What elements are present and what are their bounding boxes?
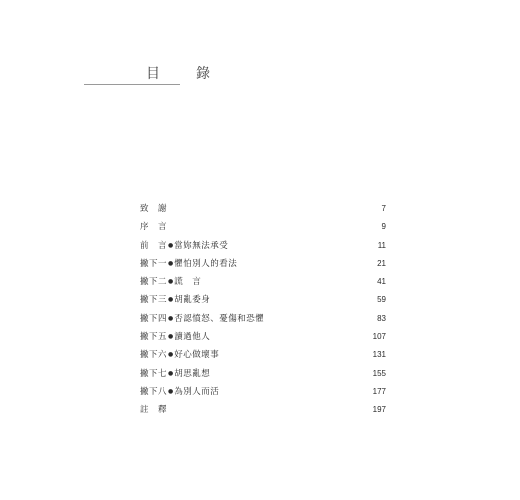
toc-chapter-title: 胡亂委身: [174, 295, 211, 306]
toc-chapter-title: 為別人而活: [174, 386, 220, 397]
toc-chapter: 撇下三: [140, 295, 168, 306]
toc-entry[interactable]: [140, 365, 386, 383]
toc-page-number: 197: [372, 405, 386, 415]
toc-chapter: 撇下四: [140, 313, 168, 324]
toc-entry-label: [140, 273, 201, 291]
toc-page-number: 21: [377, 258, 386, 268]
bullet-separator: ●: [168, 314, 174, 322]
bullet-separator: ●: [168, 387, 174, 395]
bullet-separator: ●: [168, 296, 174, 304]
toc-chapter: 前 言: [140, 240, 168, 251]
title-underline: [84, 84, 180, 85]
bullet-separator: ●: [168, 369, 174, 377]
toc-chapter-title: 好心做壞事: [174, 350, 220, 361]
toc-page-number: 107: [372, 332, 386, 342]
toc-entry[interactable]: [140, 255, 386, 273]
toc-page-number: 7: [381, 204, 386, 213]
toc-entry-label: [140, 383, 219, 401]
toc-entry[interactable]: [140, 346, 386, 364]
toc-chapter: 撇下二: [140, 277, 168, 288]
toc-entry[interactable]: [140, 310, 386, 328]
toc-page-number: 41: [377, 277, 386, 287]
toc-chapter: 撇下五: [140, 332, 168, 343]
toc-entry[interactable]: [140, 401, 386, 419]
toc-entry-label: [140, 346, 219, 364]
toc-entry[interactable]: [140, 273, 386, 291]
toc-chapter-title: 當妳無法承受: [174, 240, 229, 251]
toc-chapter: 撇下六: [140, 350, 168, 361]
bullet-separator: ●: [168, 333, 174, 341]
toc-entry-label: [140, 218, 169, 236]
toc-entry[interactable]: [140, 291, 386, 309]
toc-page-number: 9: [381, 222, 386, 232]
toc-page-number: 177: [372, 386, 386, 396]
toc-entry[interactable]: [140, 200, 386, 218]
toc-chapter-title: 讀過他人: [174, 332, 211, 343]
toc-entry[interactable]: [140, 237, 386, 255]
toc-page-number: 59: [377, 295, 386, 305]
toc-page-number: 131: [372, 350, 386, 360]
toc-entry-label: [140, 328, 210, 346]
toc-chapter: 撇下八: [140, 386, 168, 397]
toc-chapter: 註 釋: [140, 405, 168, 416]
toc-chapter-title: 懼怕別人的看法: [174, 258, 238, 269]
toc-chapter-title: 否認憤怒、憂傷和恐懼: [174, 313, 265, 324]
toc-chapter: 致 謝: [140, 204, 168, 214]
page-title: 目 錄: [146, 66, 221, 82]
toc-entry-label: [140, 255, 237, 273]
toc-page-number: 83: [377, 313, 386, 323]
toc-chapter-title: 謊 言: [174, 277, 202, 288]
toc-entry-label: [140, 291, 210, 309]
toc-chapter-title: 胡思亂想: [174, 368, 211, 379]
bullet-separator: ●: [168, 259, 174, 267]
toc-entry-label: [140, 365, 210, 383]
toc-chapter: 序 言: [140, 222, 168, 233]
toc-entry-label: [140, 237, 228, 255]
toc-page-number: 155: [372, 368, 386, 378]
toc-entry-label: [140, 200, 169, 218]
bullet-separator: ●: [168, 278, 174, 286]
table-of-contents: [140, 200, 386, 420]
toc-chapter: 撇下一: [140, 258, 168, 269]
toc-entry[interactable]: [140, 218, 386, 236]
toc-entry[interactable]: [140, 328, 386, 346]
toc-entry[interactable]: [140, 383, 386, 401]
bullet-separator: ●: [168, 351, 174, 359]
bullet-separator: ●: [168, 241, 174, 249]
toc-page-number: 11: [377, 240, 386, 250]
toc-entry-label: [140, 401, 169, 419]
toc-chapter: 撇下七: [140, 368, 168, 379]
toc-entry-label: [140, 310, 264, 328]
